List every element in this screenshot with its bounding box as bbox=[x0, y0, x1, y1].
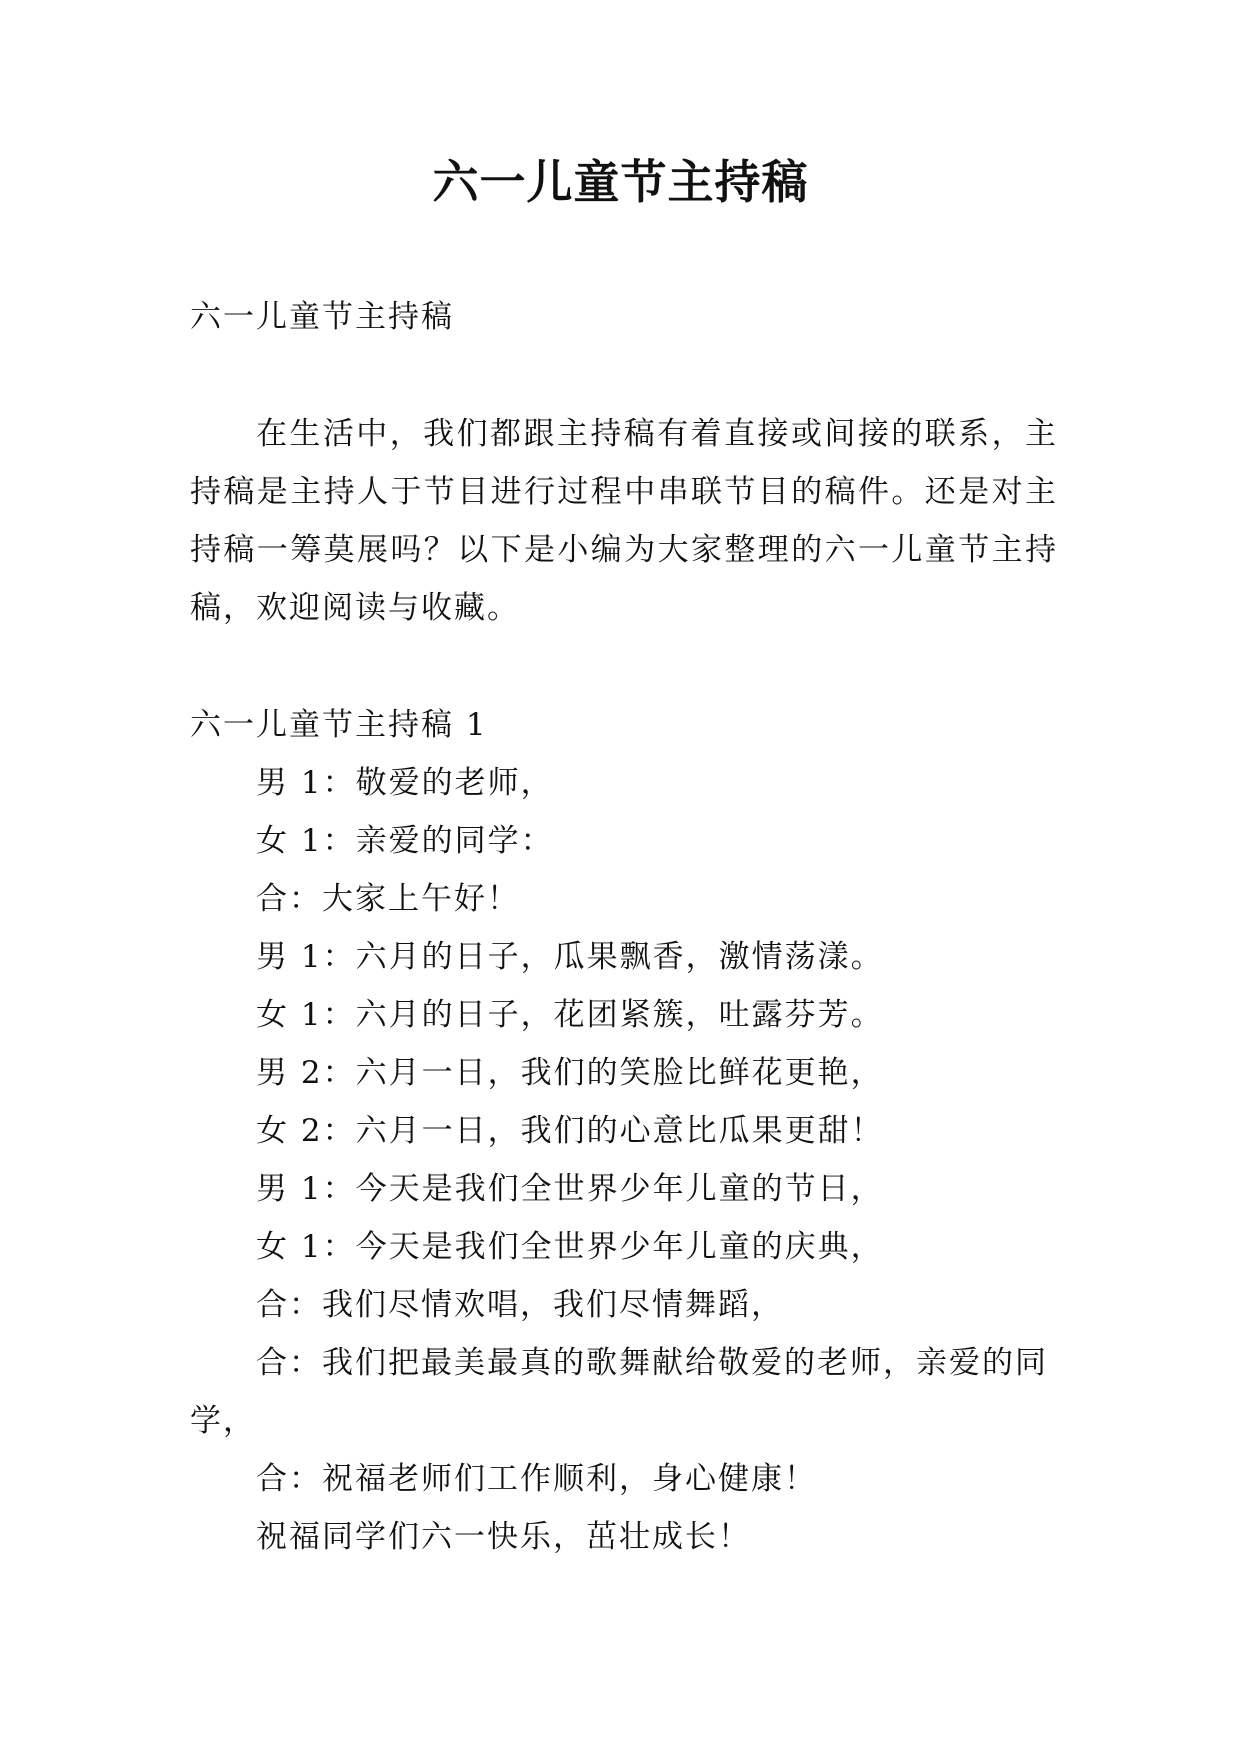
document-subtitle: 六一儿童节主持稿 bbox=[190, 299, 454, 335]
intro-paragraph: 在生活中，我们都跟主持稿有着直接或间接的联系，主持稿是主持人于节目进行过程中串联节目的稿件。还是对主持稿一筹莫展吗？以下是小编为大家整理的六一儿童节主持稿，欢迎阅读与收藏。 bbox=[190, 416, 1058, 626]
section-heading: 六一儿童节主持稿 1 bbox=[190, 707, 488, 743]
dialogue-block bbox=[190, 754, 1058, 1566]
document-title: 六一儿童节主持稿 bbox=[432, 155, 809, 209]
dialogue-line: 男 1：六月的日子，瓜果飘香，激情荡漾。 bbox=[256, 939, 884, 975]
dialogue-line: 男 1：敬爱的老师， bbox=[256, 765, 554, 801]
dialogue-line: 合：我们尽情欢唱，我们尽情舞蹈， bbox=[256, 1287, 784, 1323]
dialogue-line: 女 1：亲爱的同学： bbox=[256, 823, 554, 859]
dialogue-line: 女 2：六月一日，我们的心意比瓜果更甜！ bbox=[256, 1113, 884, 1149]
dialogue-line: 男 2：六月一日，我们的笑脸比鲜花更艳， bbox=[256, 1055, 884, 1091]
dialogue-line: 祝福同学们六一快乐，茁壮成长！ bbox=[256, 1519, 751, 1555]
dialogue-line: 男 1：今天是我们全世界少年儿童的节日， bbox=[256, 1171, 884, 1207]
dialogue-line: 合：祝福老师们工作顺利，身心健康！ bbox=[256, 1461, 817, 1497]
dialogue-line: 合：大家上午好！ bbox=[256, 881, 520, 917]
dialogue-line: 女 1：今天是我们全世界少年儿童的庆典， bbox=[256, 1229, 884, 1265]
dialogue-line: 女 1：六月的日子，花团紧簇，吐露芬芳。 bbox=[256, 997, 884, 1033]
dialogue-line: 合：我们把最美最真的歌舞献给敬爱的老师，亲爱的同学， bbox=[190, 1345, 1048, 1439]
